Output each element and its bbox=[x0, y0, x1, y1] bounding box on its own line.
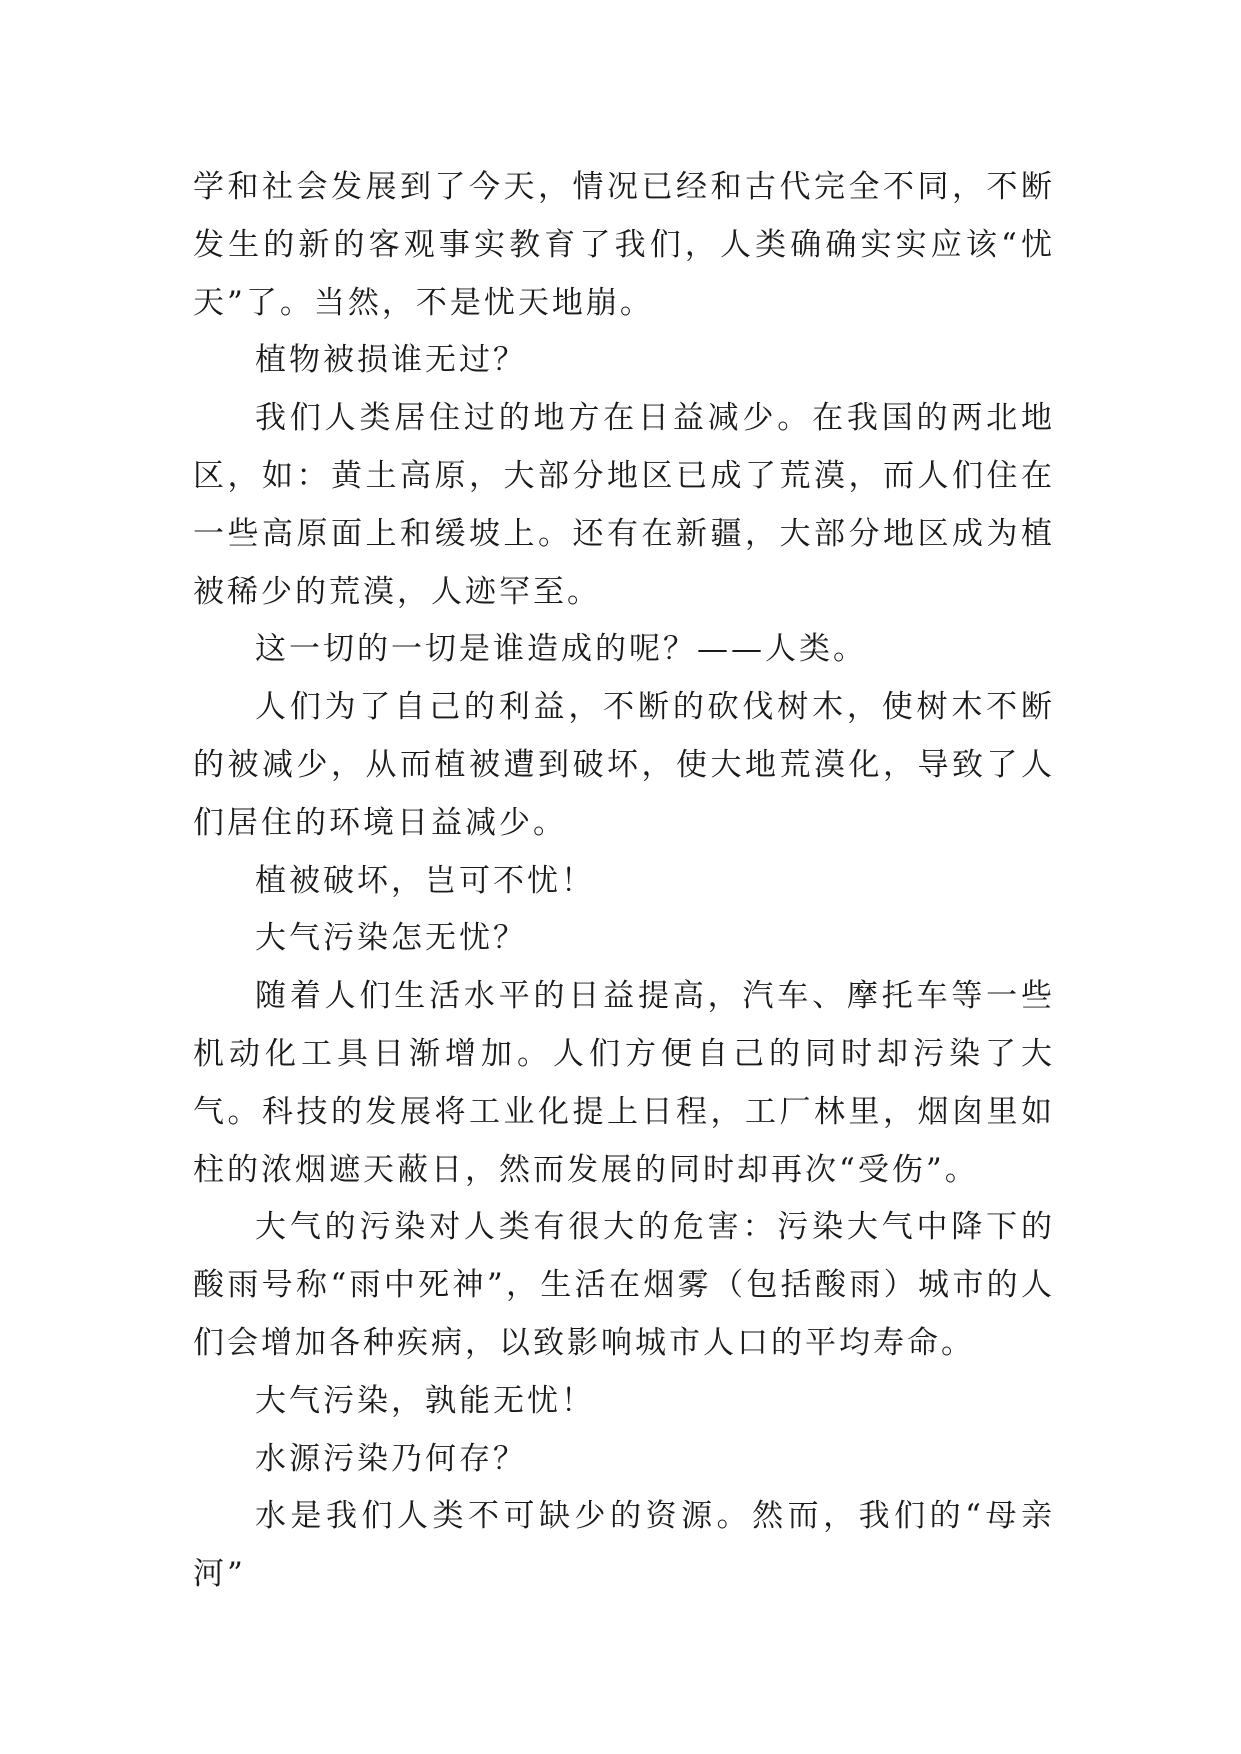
paragraph: 大气污染，孰能无忧！ bbox=[255, 1382, 595, 1419]
paragraph: 我们人类居住过的地方在日益减少。在我国的两北地区，如：黄土高原，大部分地区已成了荒漠，而人们住在一些高原面上和缓坡上。还有在新疆，大部分地区成为植被稀少的荒漠，人迹罕至。 bbox=[193, 400, 1055, 610]
section-heading-air: 大气污染怎无忧？ bbox=[255, 920, 527, 957]
paragraph: 这一切的一切是谁造成的呢？——人类。 bbox=[255, 631, 867, 668]
paragraph: 植被破坏，岂可不忧！ bbox=[255, 862, 595, 899]
paragraph-continuation: 学和社会发展到了今天，情况已经和古代完全不同，不断发生的新的客观事实教育了我们，人类确确实实应该“忧天”了。当然，不是忧天地崩。 bbox=[193, 169, 1055, 321]
paragraph: 随着人们生活水平的日益提高，汽车、摩托车等一些机动化工具日渐增加。人们方便自己的同时却污染了大气。科技的发展将工业化提上日程，工厂林里，烟囱里如柱的浓烟遮天蔽日，然而发展的同时却再次“受伤”。 bbox=[193, 978, 1055, 1188]
section-heading-vegetation: 植物被损谁无过？ bbox=[255, 342, 527, 379]
paragraph: 大气的污染对人类有很大的危害：污染大气中降下的酸雨号称“雨中死神”，生活在烟雾（包括酸雨）城市的人们会增加各种疾病，以致影响城市人口的平均寿命。 bbox=[193, 1209, 1055, 1361]
paragraph: 人们为了自己的利益，不断的砍伐树木，使树木不断的被减少，从而植被遭到破坏，使大地荒漠化，导致了人们居住的环境日益减少。 bbox=[193, 689, 1055, 841]
document-body bbox=[193, 159, 1055, 1604]
paragraph: 水是我们人类不可缺少的资源。然而，我们的“母亲河” bbox=[193, 1498, 1055, 1593]
section-heading-water: 水源污染乃何存？ bbox=[255, 1440, 527, 1477]
